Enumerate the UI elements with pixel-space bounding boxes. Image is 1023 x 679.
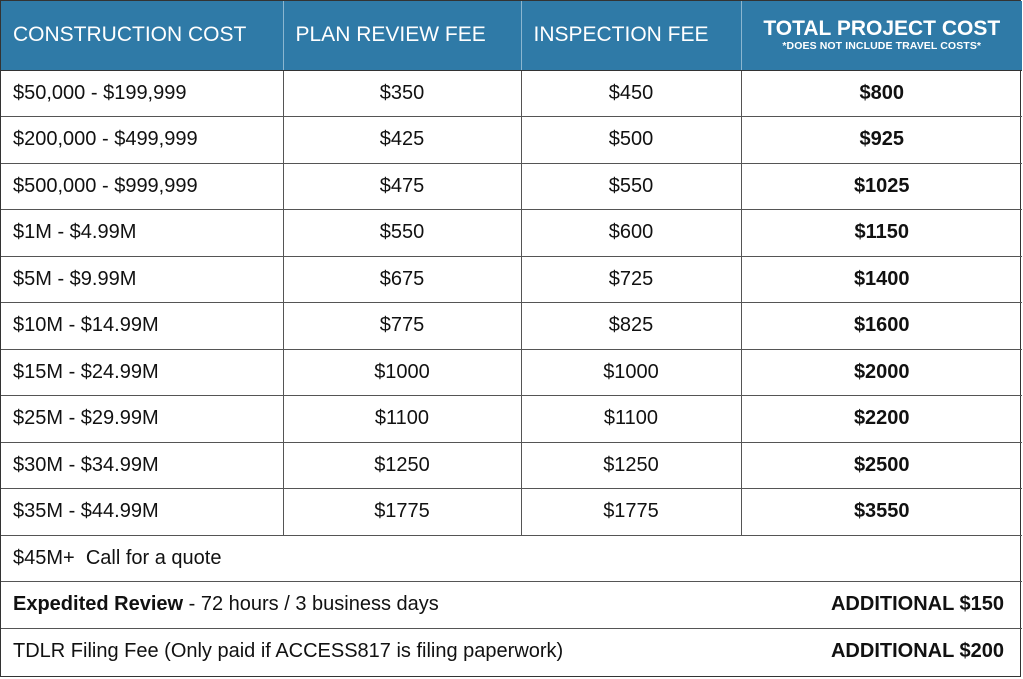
expedited-detail: - 72 hours / 3 business days — [183, 593, 439, 616]
quote-cell — [1, 535, 1022, 582]
table-row — [1, 396, 1022, 443]
header-total-project-cost — [741, 1, 1022, 70]
header-row — [1, 1, 1022, 70]
total-cost: $1025 — [741, 163, 1022, 210]
expedited-price: ADDITIONAL $150 — [830, 593, 1004, 616]
cost-range: $10M - $14.99M — [1, 303, 283, 350]
table-row — [1, 442, 1022, 489]
tdlr-cell — [1, 628, 1022, 675]
inspection-fee: $1250 — [521, 442, 741, 489]
inspection-fee: $450 — [521, 70, 741, 117]
plan-review-fee: $550 — [283, 210, 521, 257]
expedited-cell — [1, 582, 1022, 629]
inspection-fee: $600 — [521, 210, 741, 257]
cost-range: $35M - $44.99M — [1, 489, 283, 536]
plan-review-fee: $475 — [283, 163, 521, 210]
plan-review-fee: $1250 — [283, 442, 521, 489]
quote-text: Call for a quote — [85, 546, 222, 569]
plan-review-fee: $1000 — [283, 349, 521, 396]
inspection-fee: $1775 — [521, 489, 741, 536]
total-cost: $1400 — [741, 256, 1022, 303]
quote-range: $45M+ — [13, 546, 75, 569]
table-row — [1, 117, 1022, 164]
total-cost: $2500 — [741, 442, 1022, 489]
cost-range: $50,000 - $199,999 — [1, 70, 283, 117]
plan-review-fee: $350 — [283, 70, 521, 117]
table-row — [1, 256, 1022, 303]
header-construction-cost: CONSTRUCTION COST — [1, 1, 283, 70]
total-cost: $1150 — [741, 210, 1022, 257]
cost-range: $1M - $4.99M — [1, 210, 283, 257]
expedited-description — [13, 593, 439, 616]
plan-review-fee: $425 — [283, 117, 521, 164]
fee-table — [1, 1, 1022, 675]
tdlr-row — [1, 628, 1022, 675]
plan-review-fee: $1775 — [283, 489, 521, 536]
cost-range: $5M - $9.99M — [1, 256, 283, 303]
plan-review-fee: $1100 — [283, 396, 521, 443]
total-cost: $2000 — [741, 349, 1022, 396]
inspection-fee: $500 — [521, 117, 741, 164]
table-row — [1, 210, 1022, 257]
total-cost: $800 — [741, 70, 1022, 117]
expedited-row — [1, 582, 1022, 629]
cost-range: $15M - $24.99M — [1, 349, 283, 396]
cost-range: $25M - $29.99M — [1, 396, 283, 443]
tdlr-label: TDLR Filing Fee (Only paid if ACCESS817 is filing paperwork) — [13, 640, 564, 662]
table-row — [1, 70, 1022, 117]
total-cost: $3550 — [741, 489, 1022, 536]
expedited-label: Expedited Review — [13, 593, 184, 616]
total-cost: $925 — [741, 117, 1022, 164]
total-cost: $2200 — [741, 396, 1022, 443]
table-row — [1, 163, 1022, 210]
cost-range: $200,000 - $499,999 — [1, 117, 283, 164]
inspection-fee: $825 — [521, 303, 741, 350]
header-inspection-fee: INSPECTION FEE — [521, 1, 741, 70]
header-plan-review-fee: PLAN REVIEW FEE — [283, 1, 521, 70]
cost-range: $500,000 - $999,999 — [1, 163, 283, 210]
plan-review-fee: $675 — [283, 256, 521, 303]
tdlr-price: ADDITIONAL $200 — [830, 640, 1004, 662]
table-row — [1, 489, 1022, 536]
table-row — [1, 303, 1022, 350]
plan-review-fee: $775 — [283, 303, 521, 350]
inspection-fee: $1000 — [521, 349, 741, 396]
quote-row — [1, 535, 1022, 582]
inspection-fee: $550 — [521, 163, 741, 210]
inspection-fee: $725 — [521, 256, 741, 303]
inspection-fee: $1100 — [521, 396, 741, 443]
header-total-label: TOTAL PROJECT COST — [763, 16, 1001, 40]
header-travel-note: *DOES NOT INCLUDE TRAVEL COSTS* — [782, 39, 982, 52]
cost-range: $30M - $34.99M — [1, 442, 283, 489]
table-row — [1, 349, 1022, 396]
total-cost: $1600 — [741, 303, 1022, 350]
